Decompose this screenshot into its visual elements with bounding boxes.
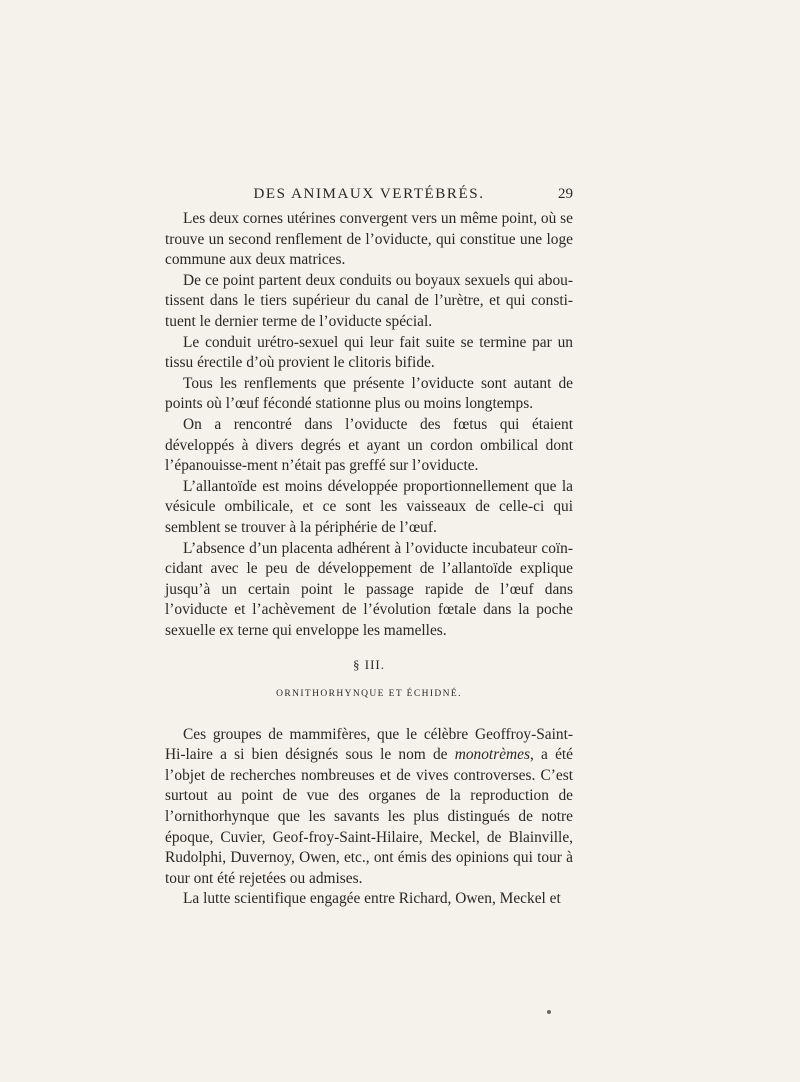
paragraph-text: , a été l’objet de recherches nombreuses et de vives controverses. C’est surtout au point de vue des organes de la reproduction de l’ornithorhynque que les savants les plus distingués de notre époque, Cuvier, Geof-froy-Saint-Hilaire, Meckel, de Blainville, Rudolphi, Duvernoy, Owen, etc., ont émis des opinions qui tour à tour ont été rejetées ou admises. xyxy=(165,746,574,887)
running-head xyxy=(165,186,573,208)
body-text xyxy=(165,209,573,910)
section-number: § III. xyxy=(353,657,385,673)
paragraph: De ce point partent deux conduits ou boyaux sexuels qui abou-tissent dans le tiers supérieur du canal de l’urètre, et qui consti-tuent le dernier terme de l’oviducte spécial. xyxy=(165,271,573,330)
ink-speck xyxy=(547,1010,551,1014)
page-number: 29 xyxy=(558,186,573,202)
paragraph: La lutte scientifique engagée entre Richard, Owen, Meckel et xyxy=(183,890,561,908)
paragraph: L’allantoïde est moins développée proportionnellement que la vésicule ombilicale, et ce sont les vaisseaux de celle-ci qui semblent se trouver à la périphérie de l’œuf. xyxy=(165,477,573,536)
paragraph: Le conduit urétro-sexuel qui leur fait suite se termine par un tissu érectile d’où provient le clitoris bifide. xyxy=(165,333,573,372)
paragraph-text: Ces groupes de mammifères, que le célèbre Geoffroy-Saint-Hi-laire a si bien désignés sous le nom de xyxy=(165,725,573,764)
section-title: ORNITHORHYNQUE ET ÉCHIDNÉ. xyxy=(276,689,462,700)
paragraph: Les deux cornes utérines convergent vers un même point, où se trouve un second renflement de l’oviducte, qui constitue une loge commune aux deux matrices. xyxy=(165,210,573,269)
paragraph: On a rencontré dans l’oviducte des fœtus qui étaient développés à divers degrés et ayant un cordon ombilical dont l’épanouisse-ment n’était pas greffé sur l’oviducte. xyxy=(165,415,573,475)
italic-term: monotrèmes xyxy=(454,746,530,764)
paragraph: Tous les renflements que présente l’oviducte sont autant de points où l’œuf fécondé stationne plus ou moins longtemps. xyxy=(165,374,573,413)
running-title: DES ANIMAUX VERTÉBRÉS. xyxy=(253,186,485,202)
paragraph: L’absence d’un placenta adhérent à l’oviducte incubateur coïn-cidant avec le peu de développement de l’allantoïde explique jusqu’à un certain point le passage rapide de l’œuf dans l’oviducte et l’achèvement de l’évolution fœtale dans la poche sexuelle ex terne qui enveloppe les mamelles. xyxy=(165,539,573,639)
paragraph xyxy=(165,725,573,890)
